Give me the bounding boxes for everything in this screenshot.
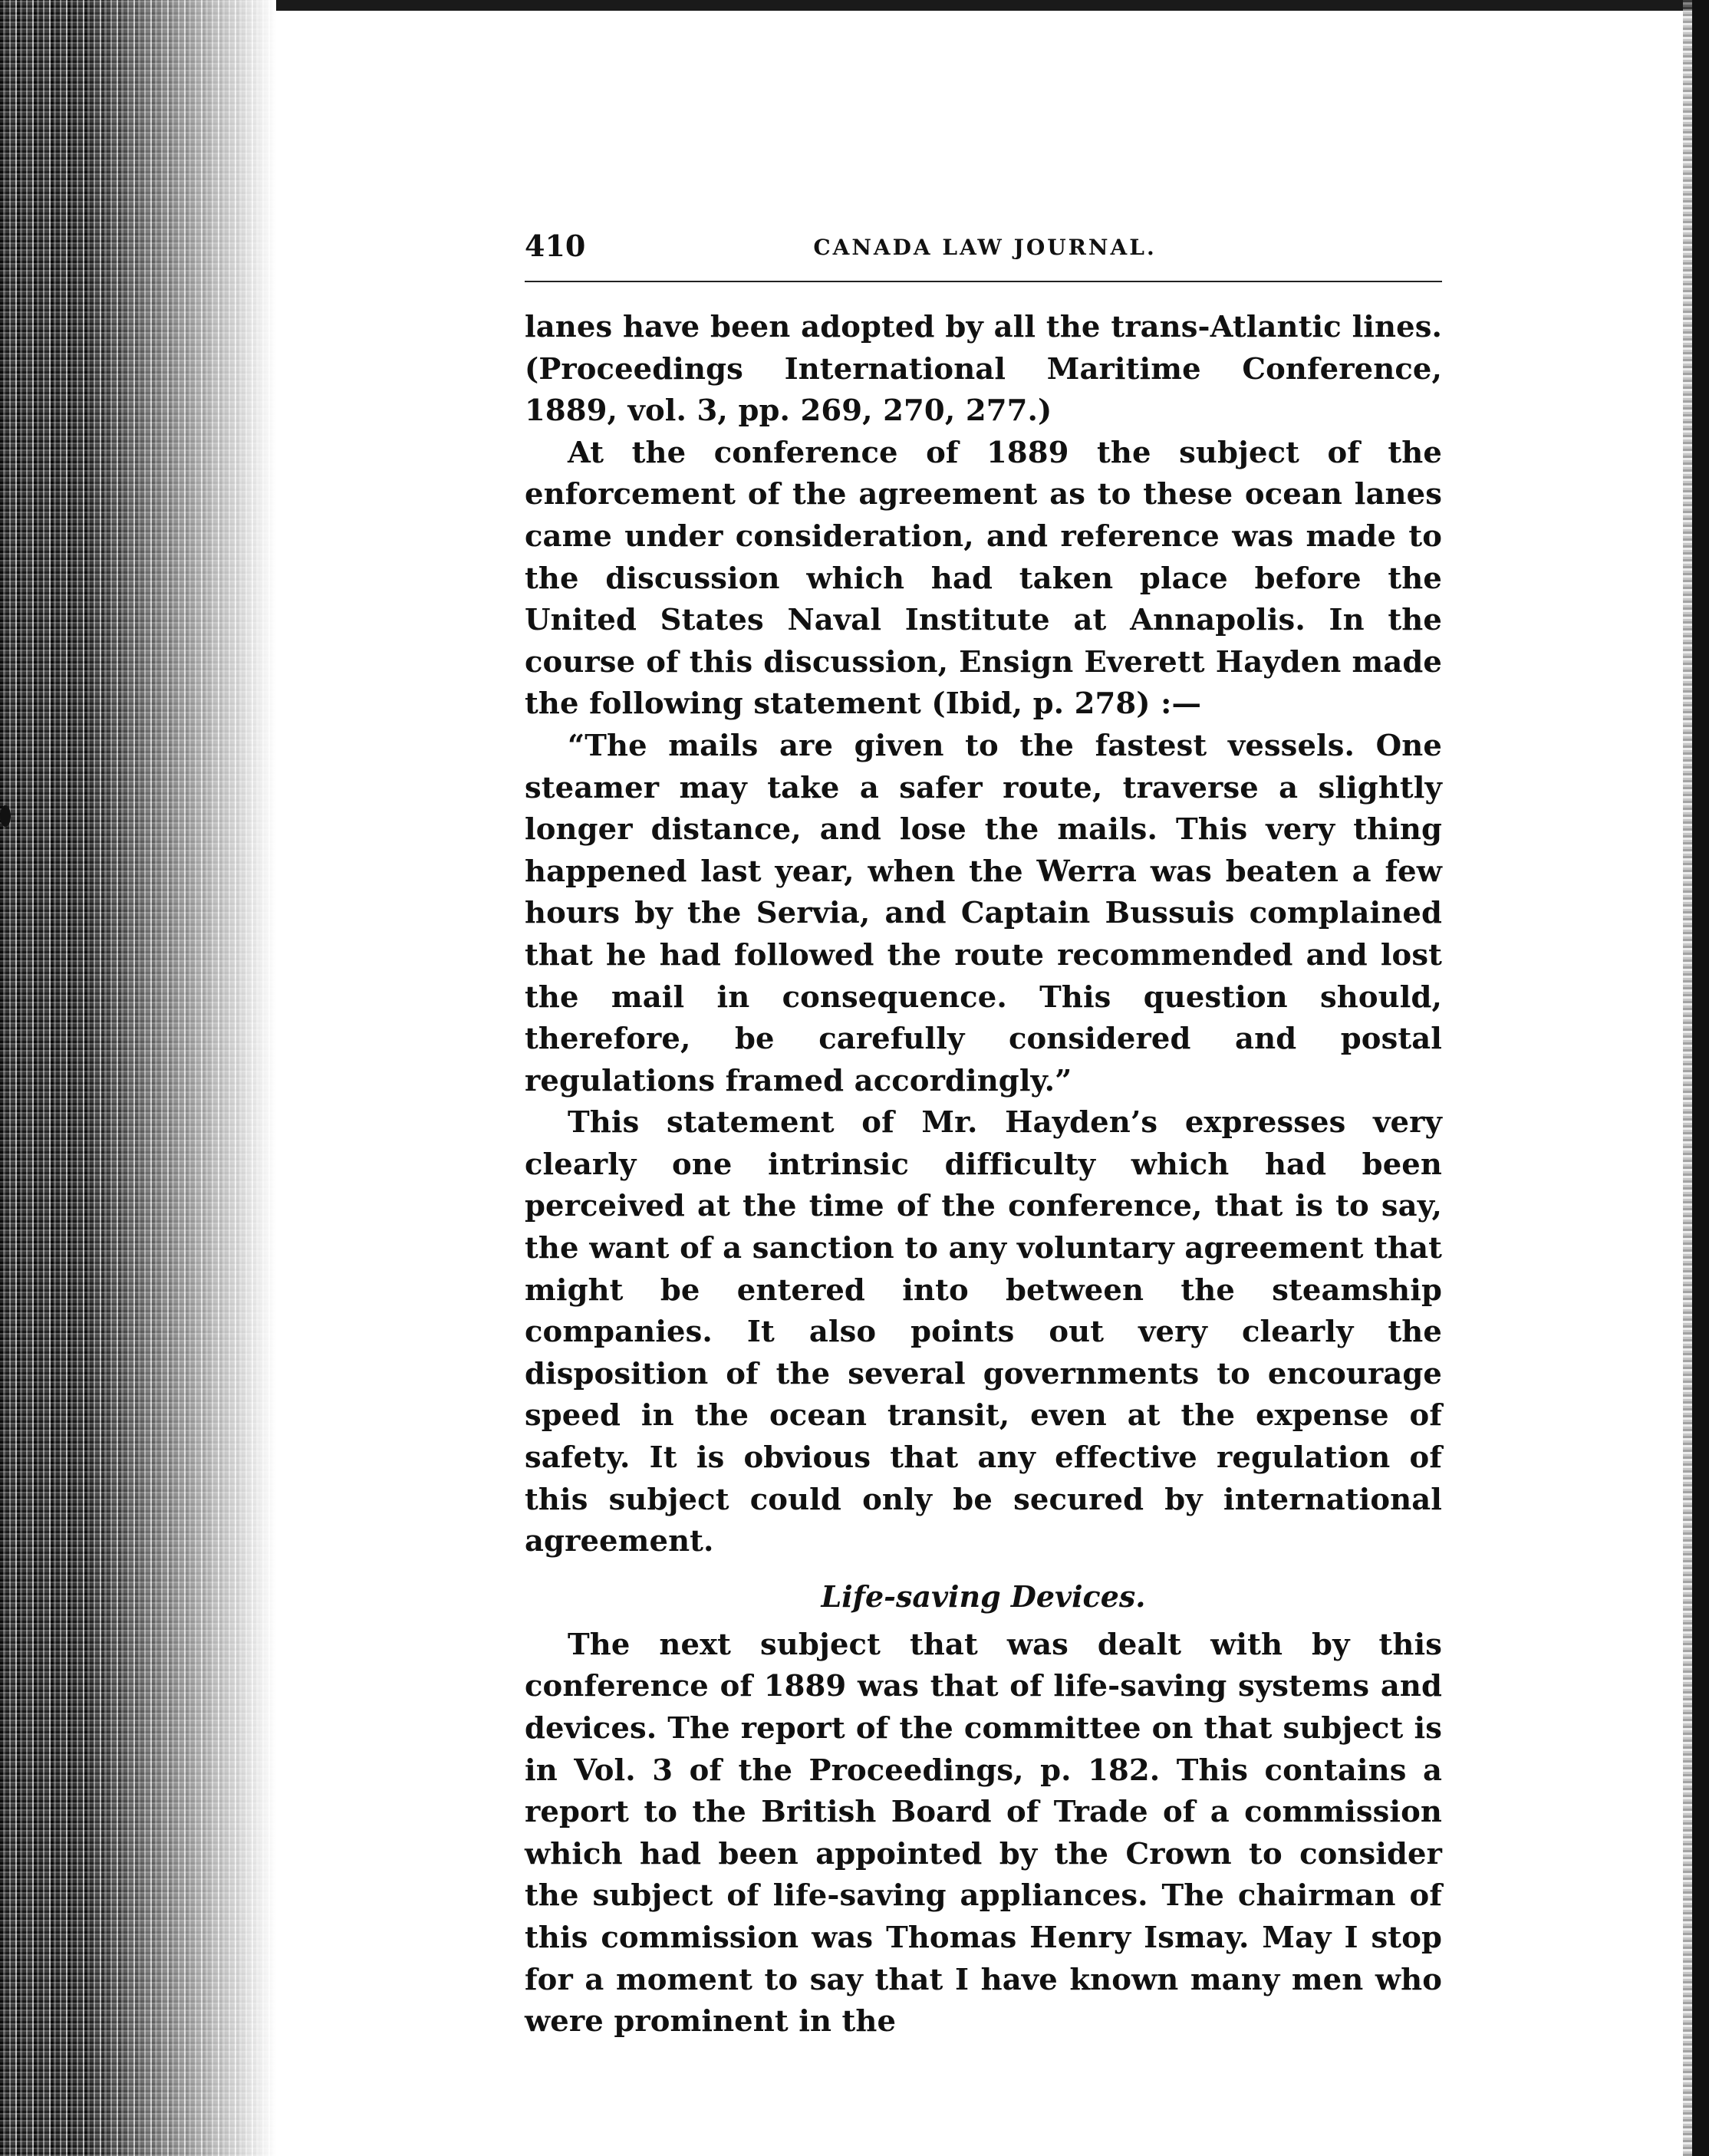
paragraph-quotation: “The mails are given to the fastest vessels. One steamer may take a safer route, traverse a slightly longer distance, and lose the mails. This very thing happened last year, when the Werra was beaten a few hours by the Servia, and Captain Bussuis complained that he had followed the route recommended and lost the mail in consequence. This question should, therefore, be carefully considered and postal regulations framed accordingly.” [525, 728, 1442, 1098]
paragraph-hayden-statement: This statement of Mr. Hayden’s expresses very clearly one intrinsic difficulty which had been perceived at the time of the conference, that is to say, the want of a sanction to any voluntary agreement that might be entered into between the steamship companies. It also points out very clearly the disposition of the several governments to encourage speed in the ocean transit, even at the expense of safety. It is obvious that any effective regulation of this subject could only be secured by international agreement. [525, 1105, 1442, 1559]
scan-right-shadow [1683, 0, 1692, 2156]
header-rule [525, 281, 1442, 282]
document-page [525, 222, 1445, 2039]
body-text [525, 307, 1442, 2043]
section-heading: Life-saving Devices. [821, 1578, 1146, 1614]
running-head [525, 222, 1445, 268]
section-gap [525, 1563, 1442, 1569]
margin-ink-mark [0, 805, 11, 827]
paragraph-life-saving: The next subject that was dealt with by this conference of 1889 was that of life-saving systems and devices. The report of the committee on that subject is in Vol. 3 of the Proceedings, p. 182. This contains a report to the British Board of Trade of a commission which had been appointed by the Crown to consider the subject of life-saving appliances. The chairman of this commission was Thomas Henry Ismay. May I stop for a moment to say that I have known many men who were prominent in the [525, 1627, 1442, 2039]
paragraph-conference-1889: At the conference of 1889 the subject of the enforcement of the agreement as to these ocean lanes came under consideration, and reference was made to the discussion which had taken place before the United States Naval Institute at Annapolis. In the course of this discussion, Ensign Everett Hayden made the following statement (Ibid, p. 278) :— [525, 435, 1442, 722]
page-number: 410 [525, 229, 586, 263]
scan-binding-fade [0, 0, 276, 2156]
journal-title: CANADA LAW JOURNAL. [813, 235, 1157, 260]
scan-right-edge [1692, 0, 1709, 2156]
paragraph-continuation: lanes have been adopted by all the trans-Atlantic lines. (Proceedings International Maritime Conference, 1889, vol. 3, pp. 269, 270, 277.) [525, 310, 1442, 429]
